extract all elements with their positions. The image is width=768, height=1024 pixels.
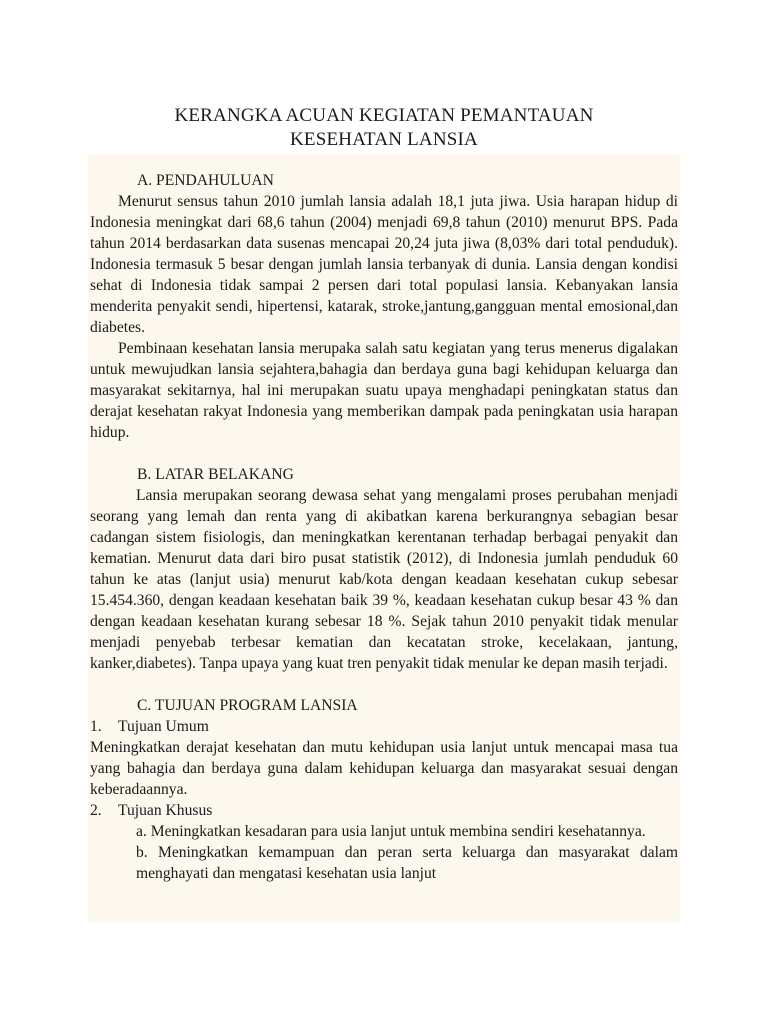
paragraph-pendahuluan-2: Pembinaan kesehatan lansia merupaka salah satu kegiatan yang terus menerus digalakan untuk mewujudkan lansia sejahtera,bahagia dan berdaya guna bagi kehidupan keluarga dan masyarakat sekitarnya, hal ini merupakan suatu upaya menghadapi peningkatan status dan derajat kesehatan rakyat Indonesia yang memberikan dampak pada peningkatan usia harapan hidup. [90, 340, 678, 441]
paragraph-tujuan-umum: Meningkatkan derajat kesehatan dan mutu kehidupan usia lanjut untuk mencapai masa tua yang bahagia dan berdaya guna dalam kehidupan keluarga dan masyarakat sesuai dengan keberadaannya. [90, 739, 678, 798]
sub-item-b: b. Meningkatkan kemampuan dan peran serta keluarga dan masyarakat dalam menghayati dan mengatasi kesehatan usia lanjut [136, 844, 678, 882]
list-number: 1. [90, 718, 102, 735]
section-heading-latar-belakang: B. LATAR BELAKANG [137, 466, 294, 483]
section-heading-pendahuluan: A. PENDAHULUAN [137, 172, 274, 189]
list-item-tujuan-khusus [90, 800, 678, 821]
list-number: 2. [90, 802, 102, 819]
section-heading-tujuan: C. TUJUAN PROGRAM LANSIA [137, 697, 358, 714]
list-label: Tujuan Umum [118, 718, 209, 735]
list-item-tujuan-umum [90, 716, 678, 737]
paragraph-pendahuluan-1: Menurut sensus tahun 2010 jumlah lansia adalah 18,1 juta jiwa. Usia harapan hidup di Indonesia meningkat dari 68,6 tahun (2004) menjadi 69,8 tahun (2010) menurut BPS. Pada tahun 2014 berdasarkan data susenas mencapai 20,24 juta jiwa (8,03% dari total penduduk). Indonesia termasuk 5 besar dengan jumlah lansia terbanyak di dunia. Lansia dengan kondisi sehat di Indonesia tidak sampai 2 persen dari total populasi lansia. Kebanyakan lansia menderita penyakit sendi, hipertensi, katarak, stroke,jantung,gangguan mental emosional,dan diabetes. [90, 193, 678, 336]
title-line-1: KERANGKA ACUAN KEGIATAN PEMANTAUAN [174, 105, 594, 126]
document-title [0, 104, 768, 152]
list-label: Tujuan Khusus [118, 802, 213, 819]
title-line-2: KESEHATAN LANSIA [290, 129, 478, 150]
paragraph-latar-belakang-1: Lansia merupakan seorang dewasa sehat yang mengalami proses perubahan menjadi seorang yang lemah dan renta yang di akibatkan karena berkurangnya sebagian besar cadangan sistem fisiologis, dan meningkatkan kerentanan terhadap berbagai penyakit dan kematian. Menurut data dari biro pusat statistik (2012), di Indonesia jumlah penduduk 60 tahun ke atas (lanjut usia) menurut kab/kota dengan keadaan kesehatan cukup sebesar 15.454.360, dengan keadaan kesehatan baik 39 %, keadaan kesehatan cukup besar 43 % dan dengan keadaan kesehatan kurang sebesar 18 %. Sejak tahun 2010 penyakit tidak menular menjadi penyebab terbesar kematian dan kecatatan stroke, kecelakaan, jantung, kanker,diabetes). Tanpa upaya yang kuat tren penyakit tidak menular ke depan masih terjadi. [90, 487, 678, 672]
sub-item-a: a. Meningkatkan kesadaran para usia lanjut untuk membina sendiri kesehatannya. [136, 823, 646, 840]
document-body [88, 154, 680, 922]
